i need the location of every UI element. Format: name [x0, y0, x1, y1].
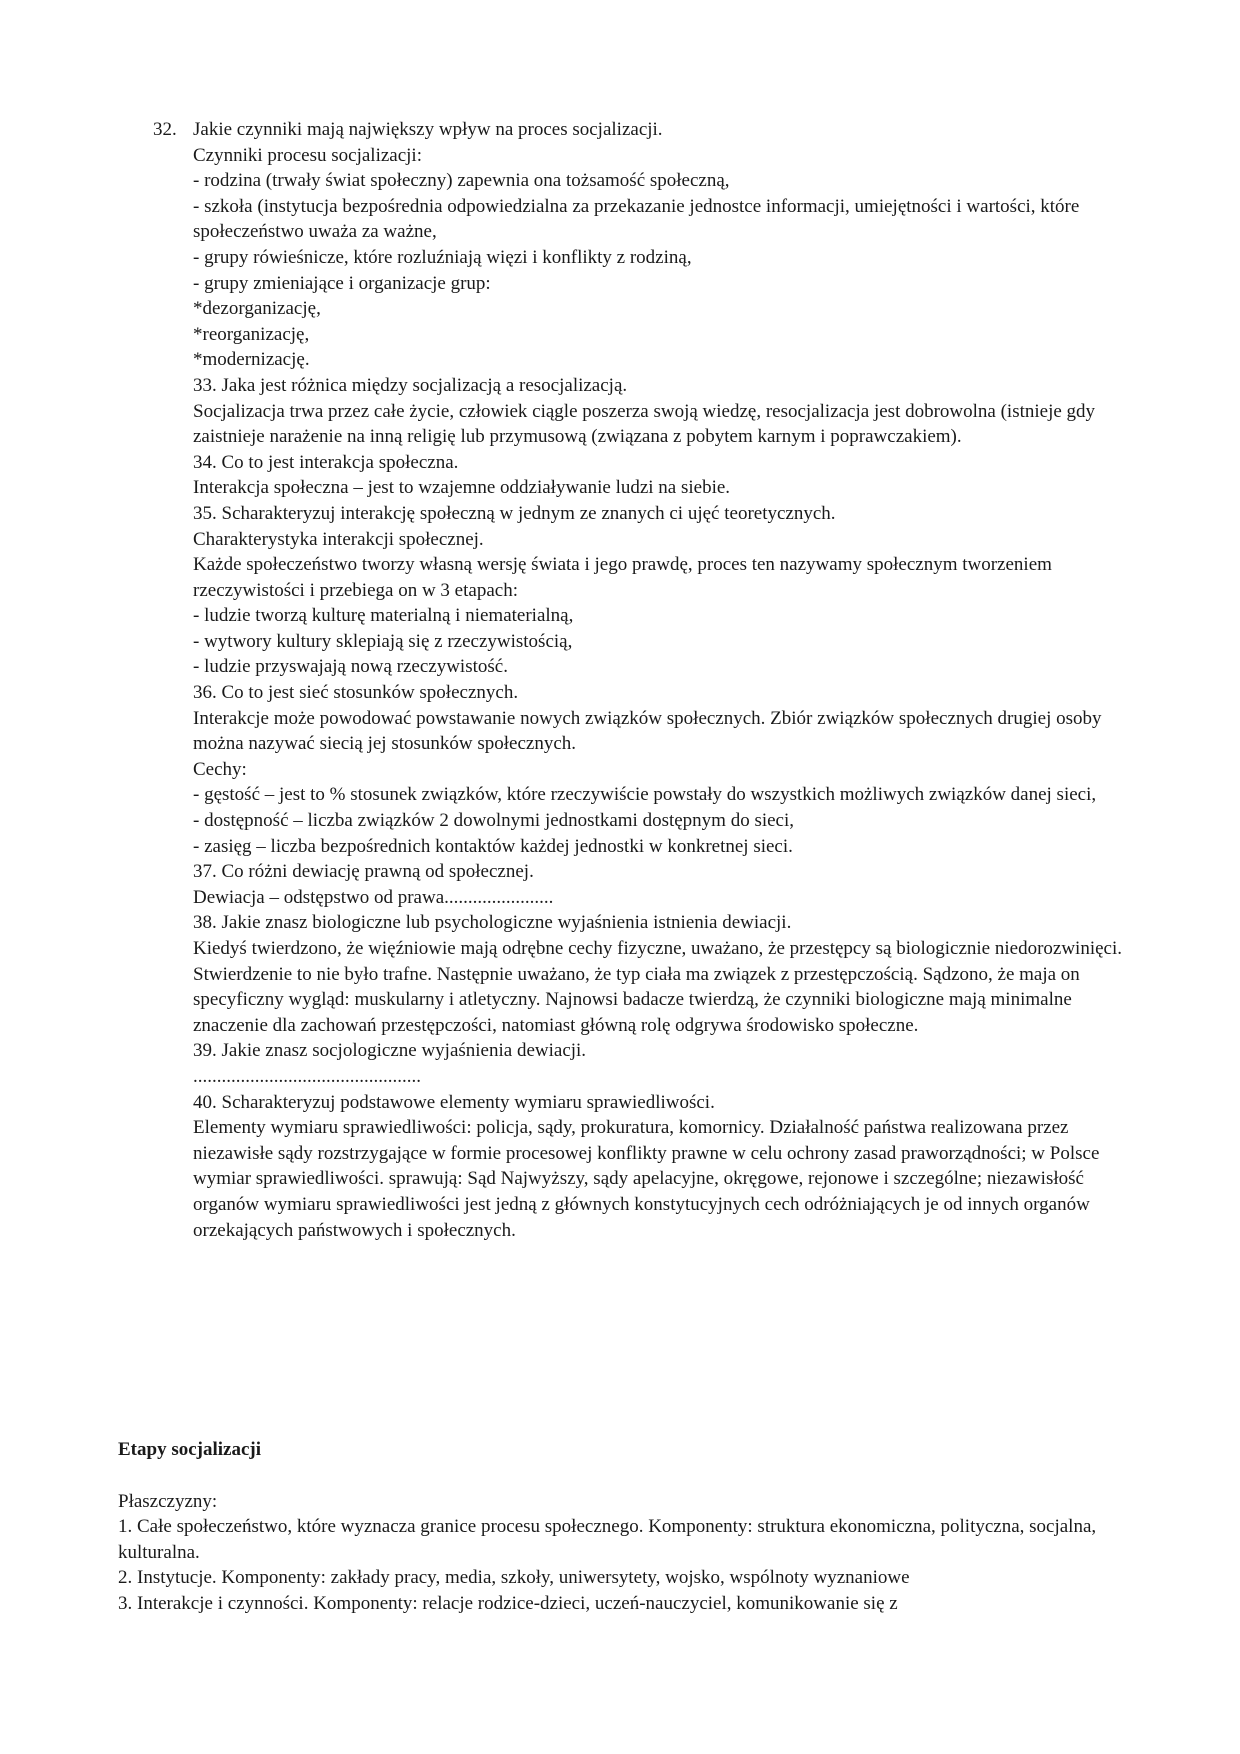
answer-36-label: Cechy:	[193, 758, 247, 780]
answer-37: Dewiacja – odstępstwo od prawa.......................	[193, 886, 554, 908]
text-line: *dezorganizację,	[193, 298, 321, 320]
question-36: 36. Co to jest sieć stosunków społecznych.	[193, 682, 519, 704]
question-title: Jakie czynniki mają największy wpływ na proces socjalizacji.	[193, 119, 663, 140]
answer-34: Interakcja społeczna – jest to wzajemne oddziaływanie ludzi na siebie.	[193, 477, 731, 499]
answer-33: Socjalizacja trwa przez całe życie, człowiek ciągle poszerza swoją wiedzę, resocjalizacja jest dobrowolna (istnieje gdy zaistnieje narażenie na inną religię lub przymusową (związana z pobytem karnym i poprawczakiem).	[193, 400, 1096, 448]
answer-36-text: Interakcje może powodować powstawanie nowych związków społecznych. Zbiór związków społecznych drugiej osoby można nazywać siecią jej stosunków społecznych.	[193, 707, 1102, 755]
text-line: - grupy zmieniające i organizacje grup:	[193, 272, 491, 294]
question-34: 34. Co to jest interakcja społeczna.	[193, 451, 459, 473]
question-33: 33. Jaka jest różnica między socjalizacją a resocjalizacją.	[193, 374, 628, 396]
questions-block	[153, 117, 1123, 1243]
section-etapy	[118, 1437, 1118, 1617]
text-line: - grupy rówieśnicze, które rozluźniają więzi i konflikty z rodziną,	[193, 246, 692, 268]
answer-36-item: - zasięg – liczba bezpośrednich kontaktów każdej jednostki w konkretnej sieci.	[193, 835, 793, 857]
section-line: Płaszczyzny:	[118, 1490, 218, 1512]
answer-35-item: - wytwory kultury sklepiają się z rzeczywistością,	[193, 630, 573, 652]
answer-39: ................................................	[193, 1065, 421, 1087]
answer-35-heading: Charakterystyka interakcji społecznej.	[193, 528, 484, 550]
text-line: Czynniki procesu socjalizacji:	[193, 144, 422, 166]
section-line: 3. Interakcje i czynności. Komponenty: relacje rodzice-dzieci, uczeń-nauczyciel, komunikowanie się z	[118, 1592, 898, 1614]
text-line: *modernizację.	[193, 349, 310, 371]
text-line: *reorganizację,	[193, 323, 310, 345]
question-40: 40. Scharakteryzuj podstawowe elementy wymiaru sprawiedliwości.	[193, 1091, 715, 1113]
text-line: - szkoła (instytucja bezpośrednia odpowiedzialna za przekazanie jednostce informacji, umiejętności i wartości, które społeczeństwo uważa za ważne,	[193, 195, 1080, 243]
question-number: 32.	[153, 119, 177, 140]
question-38: 38. Jakie znasz biologiczne lub psychologiczne wyjaśnienia istnienia dewiacji.	[193, 912, 792, 934]
answer-36-item: - dostępność – liczba związków 2 dowolnymi jednostkami dostępnym do sieci,	[193, 810, 795, 832]
section-line: 2. Instytucje. Komponenty: zakłady pracy, media, szkoły, uniwersytety, wojsko, wspólnoty wyznaniowe	[118, 1567, 910, 1589]
text-line: - rodzina (trwały świat społeczny) zapewnia ona tożsamość społeczną,	[193, 170, 730, 192]
question-39: 39. Jakie znasz socjologiczne wyjaśnienia dewiacji.	[193, 1040, 587, 1062]
question-32	[153, 117, 1123, 373]
answer-35-item: - ludzie przyswajają nową rzeczywistość.	[193, 656, 508, 678]
answer-38: Kiedyś twierdzono, że więźniowie mają odrębne cechy fizyczne, uważano, że przestępcy są biologicznie niedorozwinięci. Stwierdzenie to nie było trafne. Następnie uważano, że typ ciała ma związek z przestępczością. Sądzono, że maja on specyficzny wygląd: muskularny i atletyczny. Najnowsi badacze twierdzą, że czynniki biologiczne mają minimalne znaczenie dla zachowań przestępczości, natomiast główną rolę odgrywa środowisko społeczne.	[193, 938, 1123, 1036]
answer-40: Elementy wymiaru sprawiedliwości: policja, sądy, prokuratura, komornicy. Działalność państwa realizowana przez niezawisłe sądy rozstrzygające w formie procesowej konflikty prawne w celu ochrony zasad praworządności; w Polsce wymiar sprawiedliwości. sprawują: Sąd Najwyższy, sądy apelacyjne, okręgowe, rejonowe i szczególne; niezawisłość organów wymiaru sprawiedliwości jest jedną z głównych konstytucyjnych cech odróżniających je od innych organów orzekających państwowych i społecznych.	[193, 1117, 1100, 1241]
section-heading: Etapy socjalizacji	[118, 1439, 262, 1460]
answer-35-text: Każde społeczeństwo tworzy własną wersję świata i jego prawdę, proces ten nazywamy społecznym tworzeniem rzeczywistości i przebiega on w 3 etapach:	[193, 554, 1052, 601]
question-37: 37. Co różni dewiację prawną od społecznej.	[193, 861, 534, 883]
answer-36-item: - gęstość – jest to % stosunek związków, które rzeczywiście powstały do wszystkich możliwych związków danej sieci,	[193, 784, 1097, 806]
question-35: 35. Scharakteryzuj interakcję społeczną w jednym ze znanych ci ujęć teoretycznych.	[193, 502, 836, 524]
answer-35-item: - ludzie tworzą kulturę materialną i niematerialną,	[193, 605, 574, 627]
section-line: 1. Całe społeczeństwo, które wyznacza granice procesu społecznego. Komponenty: struktura ekonomiczna, polityczna, socjalna, kulturalna.	[118, 1516, 1097, 1563]
